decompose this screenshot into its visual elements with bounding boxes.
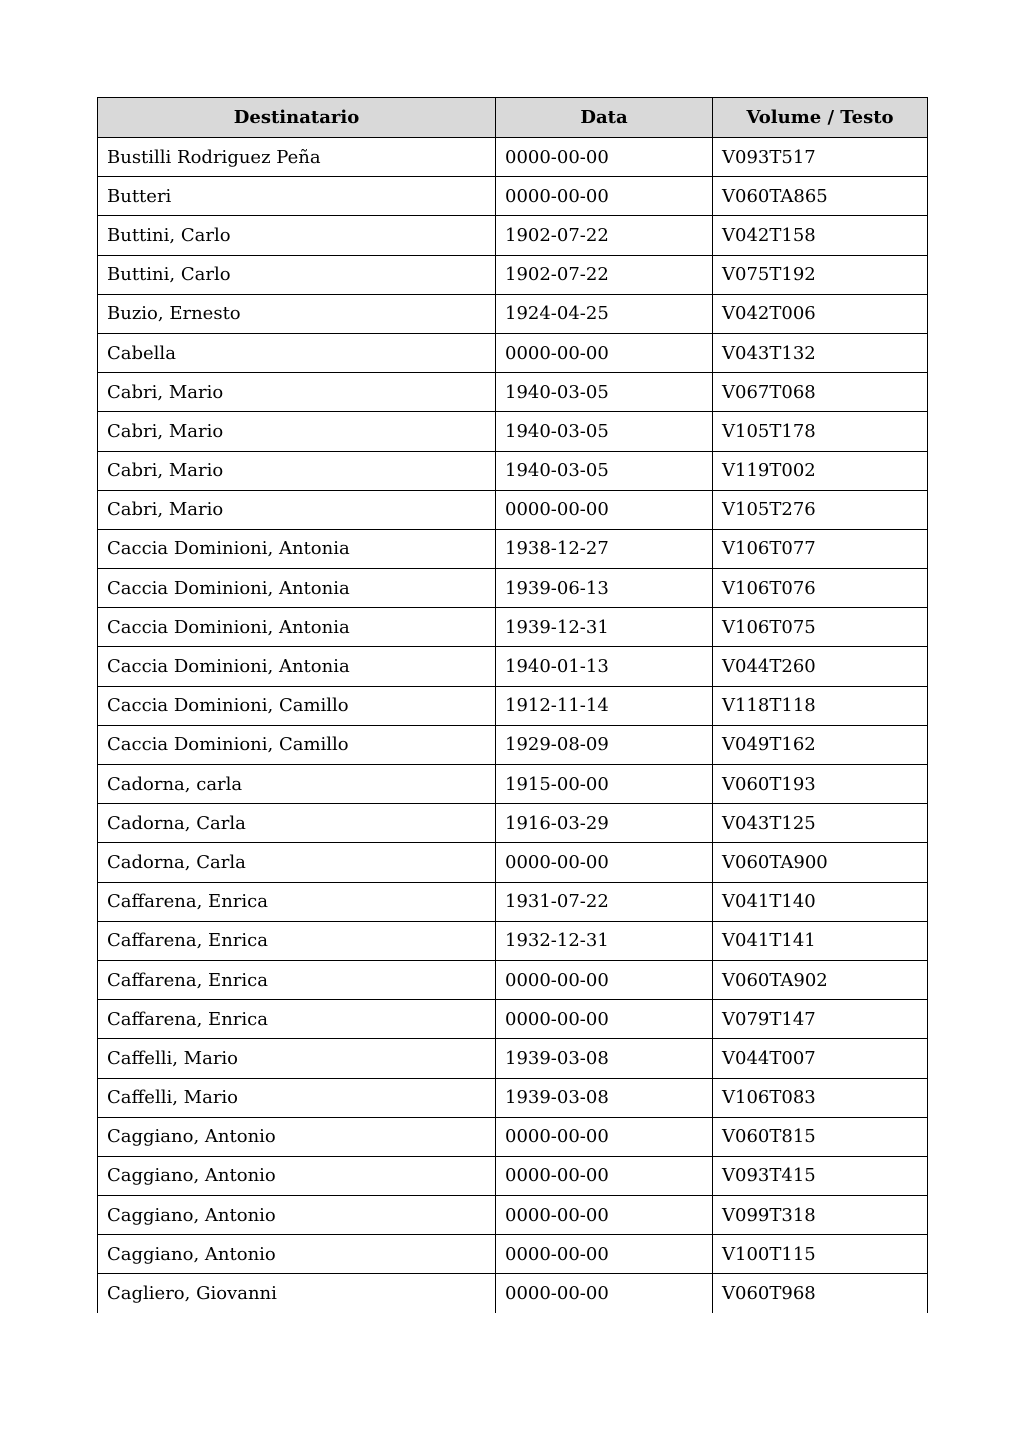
date-cell: 0000-00-00 xyxy=(496,177,713,216)
recipient-cell: Bustilli Rodriguez Peña xyxy=(98,138,496,177)
column-header-data: Data xyxy=(496,98,713,138)
volume-text-cell: V060TA865 xyxy=(713,177,928,216)
recipient-cell: Caffarena, Enrica xyxy=(98,921,496,960)
volume-text-cell: V105T178 xyxy=(713,412,928,451)
table-row xyxy=(98,686,928,725)
volume-text-cell: V044T007 xyxy=(713,1039,928,1078)
date-cell: 0000-00-00 xyxy=(496,138,713,177)
recipient-cell: Cadorna, Carla xyxy=(98,804,496,843)
recipient-cell: Buzio, Ernesto xyxy=(98,294,496,333)
table-row xyxy=(98,921,928,960)
recipient-cell: Caffarena, Enrica xyxy=(98,960,496,999)
volume-text-cell: V106T077 xyxy=(713,529,928,568)
table-row xyxy=(98,216,928,255)
volume-text-cell: V043T125 xyxy=(713,804,928,843)
recipient-cell: Buttini, Carlo xyxy=(98,216,496,255)
recipient-cell: Caffelli, Mario xyxy=(98,1078,496,1117)
date-cell: 1938-12-27 xyxy=(496,529,713,568)
recipient-cell: Caccia Dominioni, Antonia xyxy=(98,529,496,568)
volume-text-cell: V067T068 xyxy=(713,373,928,412)
recipient-cell: Cabri, Mario xyxy=(98,412,496,451)
recipient-cell: Cadorna, Carla xyxy=(98,843,496,882)
table-row xyxy=(98,1156,928,1195)
table-row xyxy=(98,1235,928,1274)
table-row xyxy=(98,608,928,647)
recipient-cell: Cabri, Mario xyxy=(98,373,496,412)
volume-text-cell: V099T318 xyxy=(713,1196,928,1235)
table-row xyxy=(98,725,928,764)
volume-text-cell: V041T140 xyxy=(713,882,928,921)
table-row xyxy=(98,1274,928,1313)
table-row xyxy=(98,804,928,843)
table-row xyxy=(98,373,928,412)
volume-text-cell: V060T815 xyxy=(713,1117,928,1156)
table-row xyxy=(98,843,928,882)
table-row xyxy=(98,177,928,216)
table-row xyxy=(98,647,928,686)
table-row xyxy=(98,294,928,333)
date-cell: 1939-03-08 xyxy=(496,1039,713,1078)
date-cell: 1924-04-25 xyxy=(496,294,713,333)
date-cell: 1939-03-08 xyxy=(496,1078,713,1117)
date-cell: 1940-03-05 xyxy=(496,373,713,412)
recipient-cell: Caggiano, Antonio xyxy=(98,1156,496,1195)
recipient-cell: Cagliero, Giovanni xyxy=(98,1274,496,1313)
volume-text-cell: V042T158 xyxy=(713,216,928,255)
date-cell: 0000-00-00 xyxy=(496,1117,713,1156)
table-row xyxy=(98,1117,928,1156)
table-row xyxy=(98,529,928,568)
date-cell: 0000-00-00 xyxy=(496,490,713,529)
table-row xyxy=(98,451,928,490)
date-cell: 0000-00-00 xyxy=(496,1235,713,1274)
date-cell: 0000-00-00 xyxy=(496,843,713,882)
table-row xyxy=(98,882,928,921)
table-row xyxy=(98,412,928,451)
column-header-destinatario: Destinatario xyxy=(98,98,496,138)
column-header-volume-testo: Volume / Testo xyxy=(713,98,928,138)
recipient-cell: Cabri, Mario xyxy=(98,451,496,490)
volume-text-cell: V093T517 xyxy=(713,138,928,177)
recipient-cell: Caccia Dominioni, Antonia xyxy=(98,608,496,647)
volume-text-cell: V060TA900 xyxy=(713,843,928,882)
recipient-cell: Caggiano, Antonio xyxy=(98,1196,496,1235)
date-cell: 1916-03-29 xyxy=(496,804,713,843)
recipient-cell: Cadorna, carla xyxy=(98,765,496,804)
date-cell: 1912-11-14 xyxy=(496,686,713,725)
table-row xyxy=(98,960,928,999)
date-cell: 1915-00-00 xyxy=(496,765,713,804)
recipient-cell: Caffarena, Enrica xyxy=(98,882,496,921)
date-cell: 1932-12-31 xyxy=(496,921,713,960)
recipient-cell: Caggiano, Antonio xyxy=(98,1235,496,1274)
recipient-cell: Caccia Dominioni, Camillo xyxy=(98,725,496,764)
table-row xyxy=(98,1000,928,1039)
volume-text-cell: V041T141 xyxy=(713,921,928,960)
table-row xyxy=(98,255,928,294)
date-cell: 1931-07-22 xyxy=(496,882,713,921)
recipients-table-container xyxy=(97,97,927,1313)
date-cell: 0000-00-00 xyxy=(496,1156,713,1195)
date-cell: 1902-07-22 xyxy=(496,255,713,294)
recipient-cell: Caffelli, Mario xyxy=(98,1039,496,1078)
table-row xyxy=(98,138,928,177)
volume-text-cell: V060TA902 xyxy=(713,960,928,999)
table-row xyxy=(98,1078,928,1117)
table-row xyxy=(98,333,928,372)
recipient-cell: Buttini, Carlo xyxy=(98,255,496,294)
date-cell: 0000-00-00 xyxy=(496,333,713,372)
volume-text-cell: V060T968 xyxy=(713,1274,928,1313)
volume-text-cell: V060T193 xyxy=(713,765,928,804)
date-cell: 1939-06-13 xyxy=(496,569,713,608)
volume-text-cell: V044T260 xyxy=(713,647,928,686)
volume-text-cell: V093T415 xyxy=(713,1156,928,1195)
date-cell: 1902-07-22 xyxy=(496,216,713,255)
date-cell: 0000-00-00 xyxy=(496,1000,713,1039)
recipient-cell: Butteri xyxy=(98,177,496,216)
table-row xyxy=(98,765,928,804)
date-cell: 1940-01-13 xyxy=(496,647,713,686)
table-header xyxy=(98,98,928,138)
volume-text-cell: V043T132 xyxy=(713,333,928,372)
date-cell: 0000-00-00 xyxy=(496,960,713,999)
date-cell: 0000-00-00 xyxy=(496,1196,713,1235)
volume-text-cell: V079T147 xyxy=(713,1000,928,1039)
date-cell: 1940-03-05 xyxy=(496,412,713,451)
date-cell: 1929-08-09 xyxy=(496,725,713,764)
volume-text-cell: V106T075 xyxy=(713,608,928,647)
recipient-cell: Caffarena, Enrica xyxy=(98,1000,496,1039)
volume-text-cell: V118T118 xyxy=(713,686,928,725)
volume-text-cell: V106T076 xyxy=(713,569,928,608)
table-row xyxy=(98,1039,928,1078)
header-row xyxy=(98,98,928,138)
recipients-table xyxy=(97,97,928,1313)
recipient-cell: Caccia Dominioni, Camillo xyxy=(98,686,496,725)
recipient-cell: Caccia Dominioni, Antonia xyxy=(98,647,496,686)
volume-text-cell: V100T115 xyxy=(713,1235,928,1274)
date-cell: 0000-00-00 xyxy=(496,1274,713,1313)
recipient-cell: Caggiano, Antonio xyxy=(98,1117,496,1156)
table-body xyxy=(98,138,928,1313)
table-row xyxy=(98,1196,928,1235)
volume-text-cell: V105T276 xyxy=(713,490,928,529)
table-row xyxy=(98,569,928,608)
table-row xyxy=(98,490,928,529)
volume-text-cell: V049T162 xyxy=(713,725,928,764)
date-cell: 1940-03-05 xyxy=(496,451,713,490)
date-cell: 1939-12-31 xyxy=(496,608,713,647)
volume-text-cell: V106T083 xyxy=(713,1078,928,1117)
recipient-cell: Cabella xyxy=(98,333,496,372)
recipient-cell: Cabri, Mario xyxy=(98,490,496,529)
volume-text-cell: V075T192 xyxy=(713,255,928,294)
volume-text-cell: V119T002 xyxy=(713,451,928,490)
recipient-cell: Caccia Dominioni, Antonia xyxy=(98,569,496,608)
volume-text-cell: V042T006 xyxy=(713,294,928,333)
